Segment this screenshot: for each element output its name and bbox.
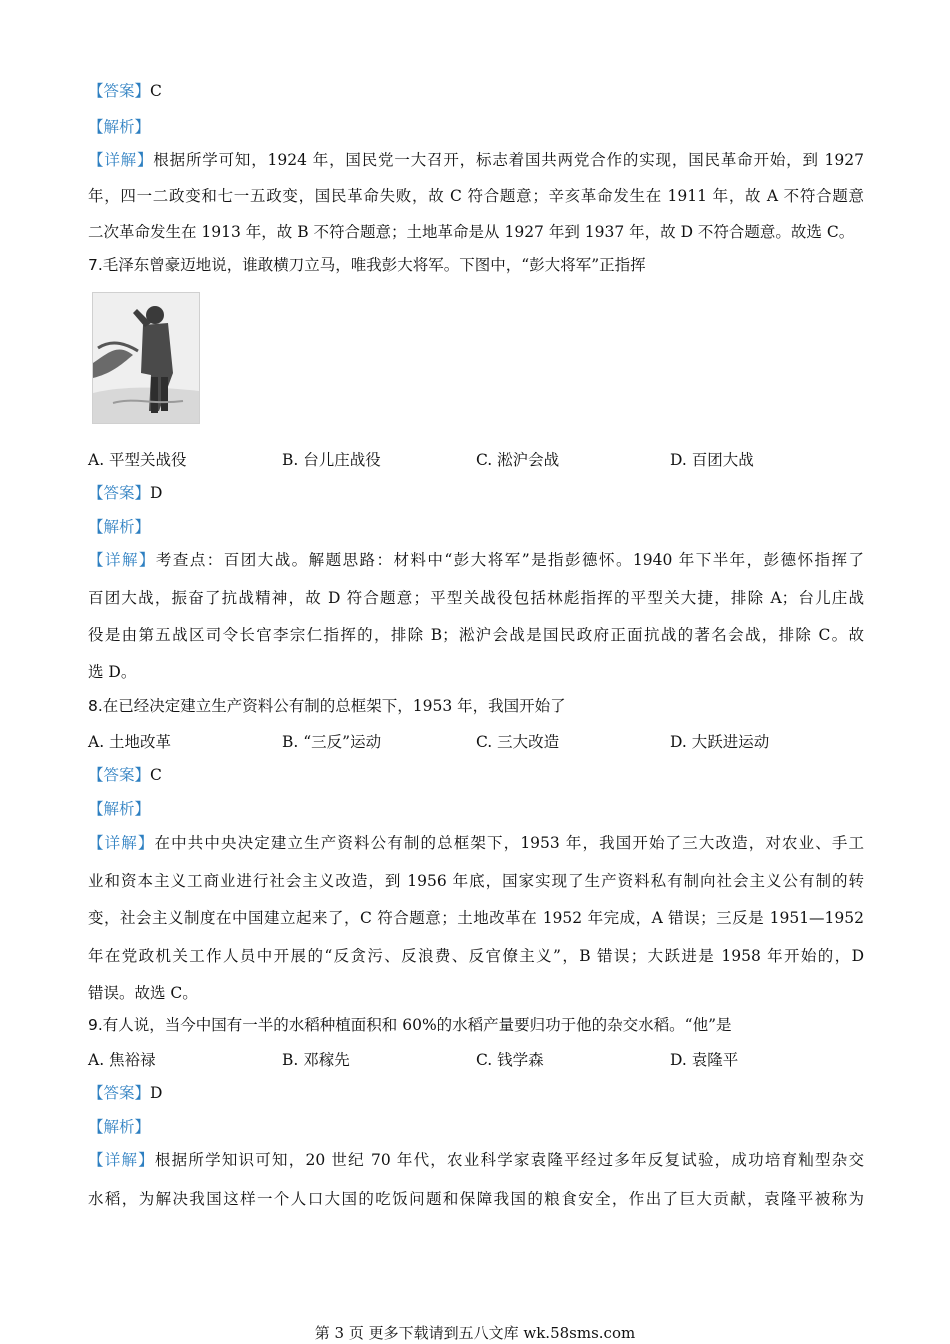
analysis-label (88, 1117, 150, 1137)
option-b: B. 邓稼先 (282, 1051, 350, 1069)
question-text: 在已经决定建立生产资料公有制的总框架下，1953 年，我国开始了 (102, 697, 566, 715)
option-b: B. 台儿庄战役 (282, 451, 381, 469)
page-footer: 第 3 页 更多下载请到五八文库 wk.58sms.com (314, 1324, 636, 1342)
analysis-label (88, 799, 150, 819)
detail-text: 变，社会主义制度在中国建立起来了，C 符合题意；土地改革在 1952 年完成，A 错误；三反是 1951—1952 (88, 909, 864, 927)
detail-line (88, 222, 854, 242)
detail-text: 役是由第五战区司令长官李宗仁指挥的，排除 B；淞沪会战是国民政府正面抗战的著名会战，排除 C。故 (88, 626, 864, 644)
option-a: A. 土地改革 (88, 733, 172, 751)
detail-text: 二次革命发生在 1913 年，故 B 不符合题意；土地革命是从 1927 年到 1937 年，故 D 不符合题意。故选 C。 (88, 223, 855, 241)
analysis-label (88, 117, 150, 137)
question-number: 9. (88, 1016, 103, 1034)
answer-line (88, 1083, 162, 1103)
answer-line (88, 483, 162, 503)
question-9 (88, 1015, 732, 1035)
detail-line (88, 983, 198, 1003)
detail-label: 【详解】 (88, 1151, 155, 1169)
answer-label: 【答案】 (88, 82, 151, 100)
detail-text: 年在党政机关工作人员中开展的“反贪污、反浪费、反官僚主义”，B 错误；大跃进是 1958 年开始的，D (88, 947, 864, 965)
detail-line (88, 1150, 864, 1170)
detail-line (88, 908, 864, 928)
analysis-label (88, 517, 150, 537)
answer-value: D (150, 484, 163, 502)
analysis-text: 【解析】 (88, 800, 151, 818)
detail-text: 根据所学知识可知，20 世纪 70 年代，农业科学家袁隆平经过多年反复试验，成功培育籼型杂交 (154, 1151, 864, 1169)
option-c: C. 钱学森 (476, 1051, 544, 1069)
question-number: 8. (88, 697, 103, 715)
option-c: C. 淞沪会战 (476, 451, 560, 469)
detail-text: 百团大战，振奋了抗战精神，故 D 符合题意；平型关战役包括林彪指挥的平型关大捷，排除 A；台儿庄战 (88, 589, 864, 607)
option-a: A. 平型关战役 (88, 451, 187, 469)
detail-line (88, 833, 864, 853)
detail-line (88, 150, 864, 170)
detail-line (88, 946, 864, 966)
analysis-text: 【解析】 (88, 1118, 151, 1136)
analysis-text: 【解析】 (88, 518, 151, 536)
detail-label: 【详解】 (88, 151, 154, 169)
detail-line (88, 588, 864, 608)
detail-text: 错误。故选 C。 (88, 984, 198, 1002)
detail-line (88, 871, 864, 891)
detail-text: 根据所学可知，1924 年，国民党一大召开，标志着国共两党合作的实现，国民革命开始，到 1927 (153, 151, 864, 169)
detail-line (88, 662, 136, 682)
answer-label: 【答案】 (88, 766, 151, 784)
detail-text: 选 D。 (88, 663, 137, 681)
detail-text: 年，四一二政变和七一五政变，国民革命失败，故 C 符合题意；辛亥革命发生在 1911 年，故 A 不符合题意 (88, 187, 864, 205)
detail-label: 【详解】 (88, 551, 156, 569)
question-text: 有人说，当今中国有一半的水稻种植面积和 60%的水稻产量要归功于他的杂交水稻。“他”是 (102, 1016, 732, 1034)
answer-value: C (150, 82, 162, 100)
detail-text: 考查点：百团大战。解题思路：材料中“彭大将军”是指彭德怀。1940 年下半年，彭德怀指挥了 (155, 551, 864, 569)
answer-value: D (150, 1084, 163, 1102)
answer-line (88, 765, 162, 785)
detail-text: 业和资本主义工商业进行社会主义改造，到 1956 年底，国家实现了生产资料私有制向社会主义公有制的转 (88, 872, 864, 890)
option-b: B. “三反”运动 (282, 733, 382, 751)
option-c: C. 三大改造 (476, 733, 560, 751)
option-d: D. 百团大战 (670, 451, 754, 469)
detail-line (88, 625, 864, 645)
detail-line (88, 186, 864, 206)
historical-photo (92, 292, 200, 424)
detail-label: 【详解】 (88, 834, 155, 852)
photo-figure-image (93, 293, 199, 423)
answer-value: C (150, 766, 162, 784)
answer-line (88, 81, 162, 101)
question-8 (88, 696, 566, 716)
question-text: 毛泽东曾豪迈地说，谁敢横刀立马，唯我彭大将军。下图中，“彭大将军”正指挥 (102, 256, 646, 274)
detail-line (88, 1189, 864, 1209)
detail-line (88, 550, 864, 570)
answer-label: 【答案】 (88, 1084, 151, 1102)
question-number: 7. (88, 256, 103, 274)
answer-label: 【答案】 (88, 484, 151, 502)
option-a: A. 焦裕禄 (88, 1051, 156, 1069)
detail-text: 在中共中央决定建立生产资料公有制的总框架下，1953 年，我国开始了三大改造，对农业、手工 (154, 834, 864, 852)
option-d: D. 袁隆平 (670, 1051, 739, 1069)
option-d: D. 大跃进运动 (670, 733, 770, 751)
detail-text: 水稻，为解决我国这样一个人口大国的吃饭问题和保障我国的粮食安全，作出了巨大贡献，袁隆平被称为 (88, 1190, 864, 1208)
analysis-text: 【解析】 (88, 118, 151, 136)
question-7 (88, 255, 646, 275)
